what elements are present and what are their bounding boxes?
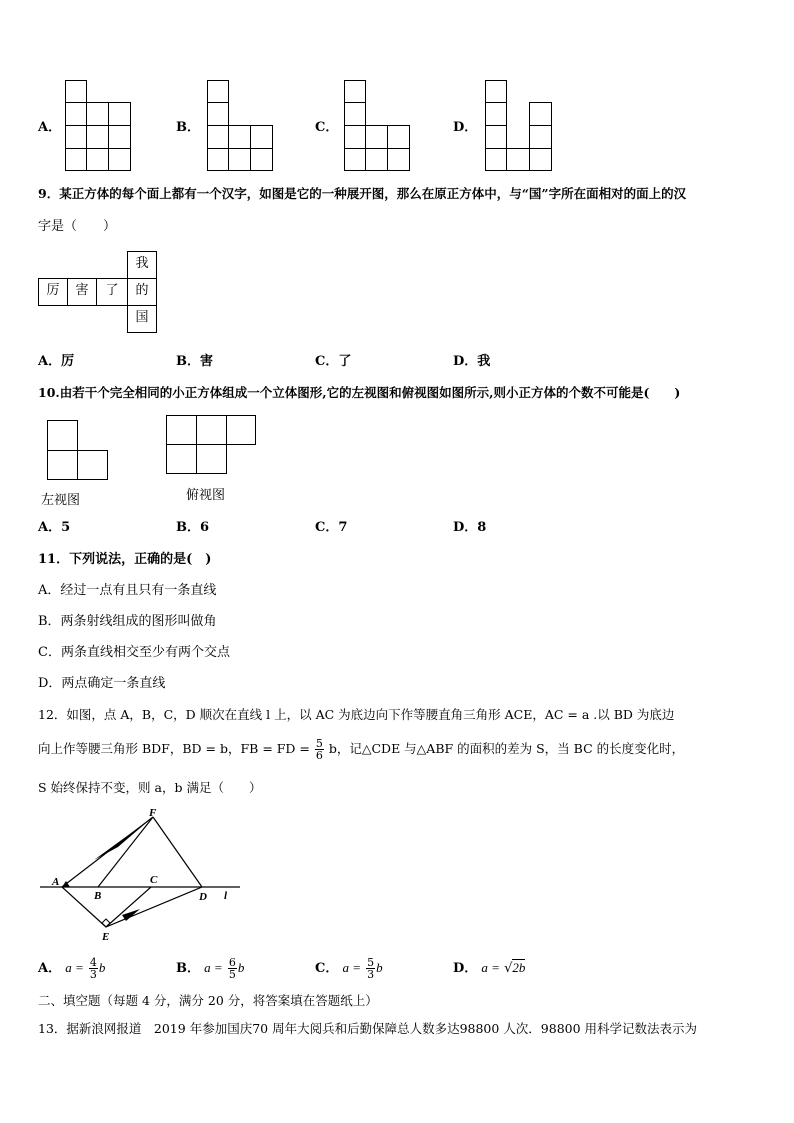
q12-fraction <box>315 738 324 761</box>
q10-option-d: D．8 <box>453 520 487 535</box>
section2-title: 二、填空题（每题 4 分，满分 20 分，将答案填在答题纸上） <box>38 993 378 1008</box>
sqrt-radicand: 2b <box>512 960 526 975</box>
net-cell: 害 <box>67 278 97 306</box>
label-l: l <box>224 890 228 902</box>
label-b: B <box>94 890 102 902</box>
q10-left-view-label: 左视图 <box>41 493 81 508</box>
q11-stem: 11．下列说法，正确的是( ) <box>38 552 212 567</box>
q9-option-a: A．厉 <box>38 354 75 369</box>
q11-option-a: A．经过一点有且只有一条直线 <box>38 583 217 598</box>
q12-option-b: B． a = $\frac{6}{5}$ b <box>176 956 245 981</box>
shaded-region-abf <box>94 817 153 860</box>
q8-option-d-label: D． <box>453 120 478 135</box>
q10-option-a: A．5 <box>38 520 71 535</box>
q12-line2-part-b: b，记△CDE 与△ABF 的面积的差为 S，当 BC 的长度变化时， <box>328 741 685 756</box>
q9-option-c: C．了 <box>315 354 352 369</box>
q10-option-c: C．7 <box>315 520 348 535</box>
q10-option-b: B．6 <box>176 520 210 535</box>
net-cell: 国 <box>127 305 157 333</box>
q10-top-view-label: 俯视图 <box>186 488 226 503</box>
q11-option-d: D．两点确定一条直线 <box>38 676 166 691</box>
q13-stem: 13．据新浪网报道 2019 年参加国庆70 周年大阅兵和后勤保障总人数多达98800 人次．98800 用科学记数法表示为 <box>38 1021 698 1036</box>
q12-line2-part-a: 向上作等腰三角形 BDF，BD = b，FB = FD = <box>38 741 310 756</box>
q12-option-c: C． a = $\frac{5}{3}$ b <box>315 956 383 981</box>
q8-option-c-label: C． <box>315 120 339 135</box>
q12-geometry-figure <box>36 805 256 940</box>
q12-line1: 12．如图，点 A，B，C，D 顺次在直线 l 上，以 AC 为底边向下作等腰直角三角形 ACE，AC = a .以 BD 为底边 <box>38 707 675 722</box>
label-e: E <box>102 931 110 940</box>
q12-line3: S 始终保持不变，则 a，b 满足（ ） <box>38 780 262 795</box>
q8-option-b-label: B． <box>176 120 200 135</box>
q12-frac-den: 6 <box>315 749 323 762</box>
q9-stem-line2: 字是（ ） <box>38 219 117 234</box>
net-cell: 厉 <box>38 278 68 306</box>
label-d: D <box>199 891 207 903</box>
q9-option-d: D．我 <box>453 354 491 369</box>
q8-option-a-label: A． <box>38 120 62 135</box>
q11-option-b: B．两条射线组成的图形叫做角 <box>38 614 217 629</box>
net-cell: 的 <box>127 278 157 306</box>
q9-stem-line1: 9．某正方体的每个面上都有一个汉字，如图是它的一种展开图，那么在原正方体中，与“国”字所在面相对的面上的汉 <box>38 186 687 201</box>
q12-frac-num: 5 <box>315 737 323 750</box>
label-f: F <box>149 807 157 819</box>
q12-option-d: D． a = √2b <box>453 960 526 976</box>
q12-line2 <box>38 733 684 765</box>
label-c: C <box>150 874 158 886</box>
q9-option-b: B．害 <box>176 354 213 369</box>
label-a: A <box>52 876 60 888</box>
q11-option-c: C．两条直线相交至少有两个交点 <box>38 645 230 660</box>
q12-option-a: A． a = $\frac{4}{3}$ b <box>38 956 106 981</box>
q10-stem: 10.由若干个完全相同的小正方体组成一个立体图形,它的左视图和俯视图如图所示,则小正方体的个数不可能是( ) <box>38 385 681 400</box>
net-cell: 了 <box>96 278 128 306</box>
net-cell: 我 <box>127 251 157 279</box>
